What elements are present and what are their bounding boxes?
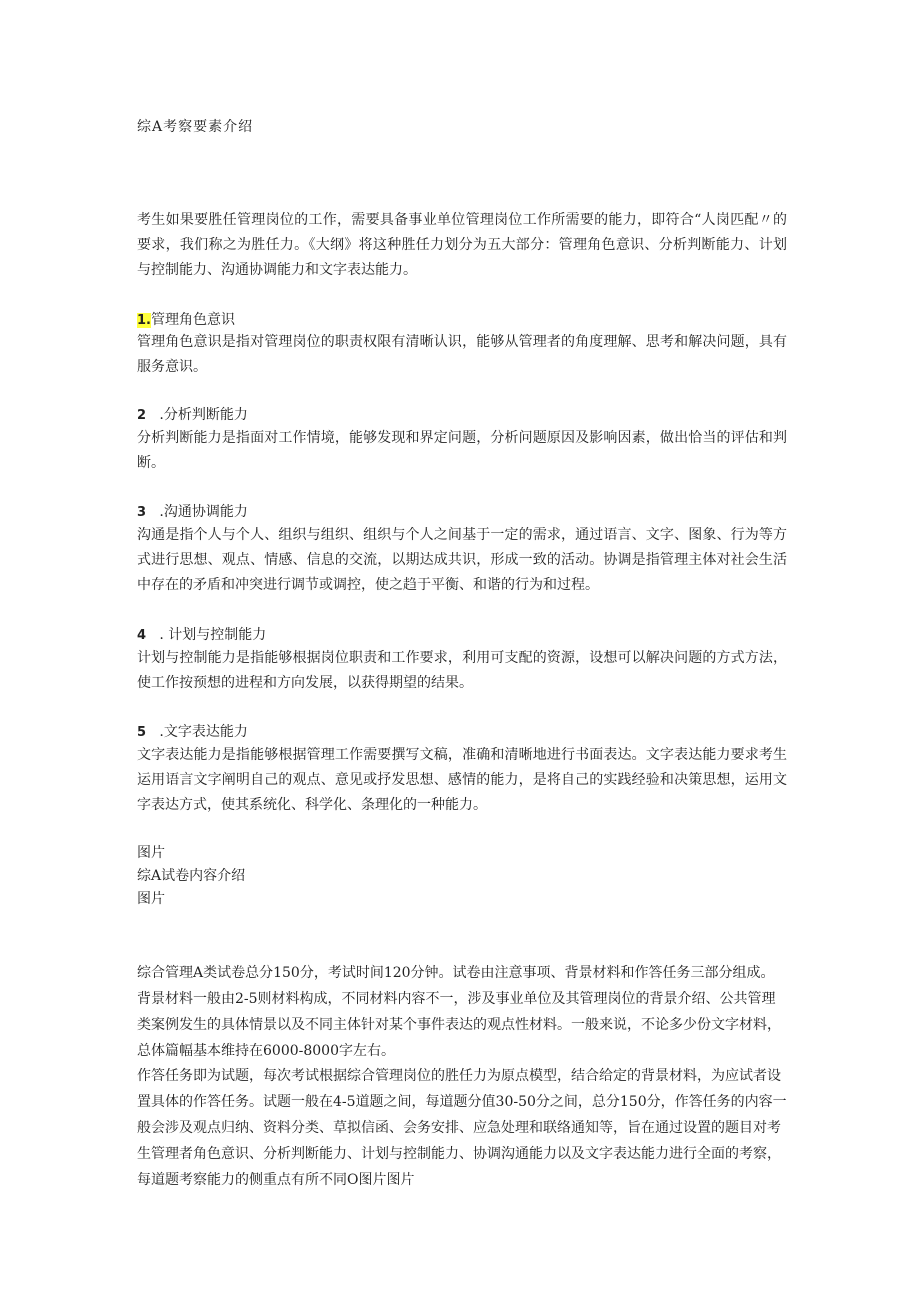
section-1-title: 管理角色意识	[150, 312, 235, 328]
section-2-body: 分析判断能力是指面对工作情境，能够发现和界定问题，分析问题原因及影响因素，做出恰当的评估和判断。	[137, 430, 787, 471]
section-5-body: 文字表达能力是指能够根据管理工作需要撰写文稿，准确和清晰地进行书面表达。文字表达能力要求考生运用语言文字阐明自己的观点、意见或抒发思想、感情的能力，是将自己的实践经验和决策思想，运用文字表达方式，使其系统化、科学化、条理化的一种能力。	[137, 747, 787, 813]
section-2-title: .分析判断能力	[159, 407, 248, 423]
section-2-number: 2	[137, 408, 147, 423]
section-2-heading	[137, 404, 248, 427]
section-4-body: 计划与控制能力是指能够根据岗位职责和工作要求，利用可支配的资源，设想可以解决问题的方式方法，使工作按预想的进程和方向发展，以获得期望的结果。	[137, 650, 787, 691]
section-1-number: 1.	[137, 313, 151, 328]
document-title: 综A考察要素介绍	[137, 119, 254, 135]
section-3-title: .沟通协调能力	[159, 504, 248, 520]
section-3-body: 沟通是指个人与个人、组织与组织、组织与个人之间基于一定的需求，通过语言、文字、图象、行为等方式进行思想、观点、情感、信息的交流，以期达成共识，形成一致的活动。协调是指管理主体对社会生活中存在的矛盾和冲突进行调节或调控，使之趋于平衡、和谐的行为和过程。	[137, 527, 787, 593]
section-5-heading	[137, 721, 248, 744]
section-5-number: 5	[137, 725, 147, 740]
section-4-title: . 计划与控制能力	[159, 627, 267, 643]
image-label-2: 图片	[137, 891, 165, 907]
section-5-title: .文字表达能力	[159, 724, 248, 740]
section-4-heading	[137, 624, 266, 647]
section-3-heading	[137, 501, 248, 524]
paper-paragraph-1: 综合管理A类试卷总分150分，考试时间120分钟。试卷由注意事项、背景材料和作答任务三部分组成。背景材料一般由2-5则材料构成，不同材料内容不一，涉及事业单位及其管理岗位的背景介绍、公共管理类案例发生的具体情景以及不同主体针对某个事件表达的观点性材料。一般来说，不论多少份文字材料，总体篇幅基本维持在6000-8000字左右。	[137, 965, 781, 1059]
section-1-heading	[137, 309, 235, 332]
image-label-1: 图片	[137, 845, 165, 861]
section-1-body: 管理角色意识是指对管理岗位的职责权限有清晰认识，能够从管理者的角度理解、思考和解决问题，具有服务意识。	[137, 334, 787, 375]
intro-paragraph: 考生如果要胜任管理岗位的工作，需要具备事业单位管理岗位工作所需要的能力，即符合“人岗匹配〃的要求，我们称之为胜任力。《大纲》将这种胜任力划分为五大部分：管理角色意识、分析判断能力、计划与控制能力、沟通协调能力和文字表达能力。	[137, 212, 787, 278]
section-3-number: 3	[137, 505, 147, 520]
paper-paragraph-2: 作答任务即为试题，每次考试根据综合管理岗位的胜任力为原点模型，结合给定的背景材料，为应试者设置具体的作答任务。试题一般在4-5道题之间，每道题分值30-50分之间，总分150分，作答任务的内容一般会涉及观点归纳、资料分类、草拟信函、会务安排、应急处理和联络通知等，旨在通过设置的题目对考生管理者角色意识、分析判断能力、计划与控制能力、协调沟通能力以及文字表达能力进行全面的考察，每道题考察能力的侧重点有所不同O图片图片	[137, 1068, 787, 1188]
subtitle: 综A试卷内容介绍	[137, 868, 246, 884]
section-4-number: 4	[137, 628, 147, 643]
